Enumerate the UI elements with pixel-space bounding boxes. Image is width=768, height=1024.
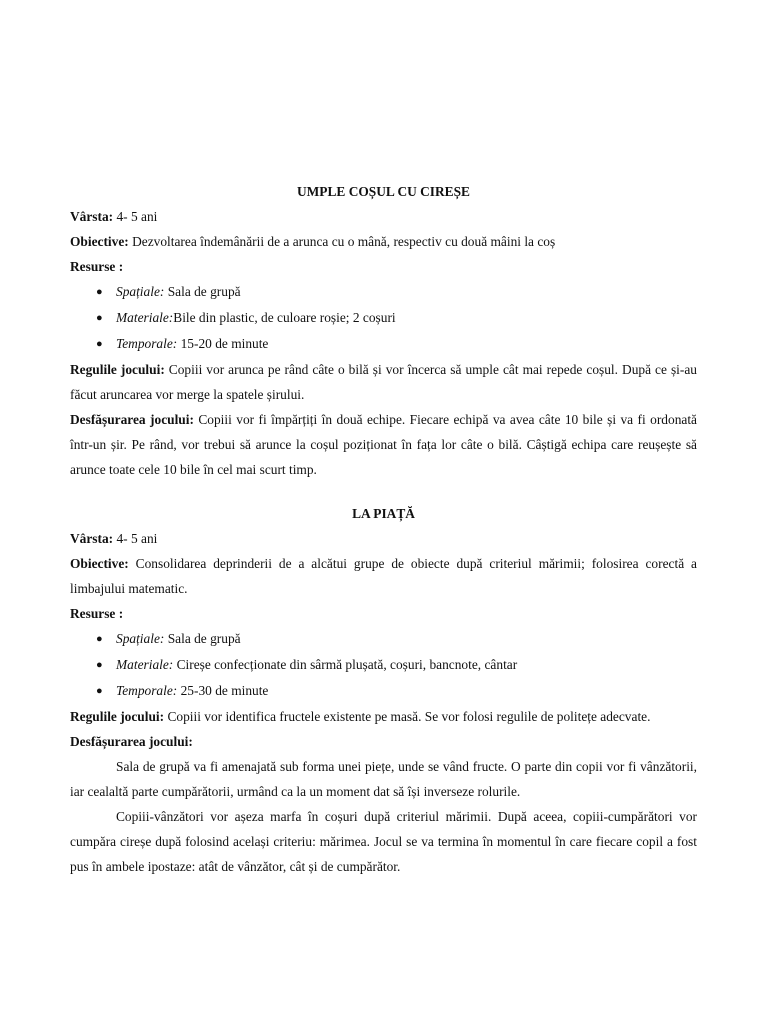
resource-value: Cireșe confecționate din sârmă plușată, coșuri, bancnote, cântar [173, 657, 518, 672]
bullet-icon: ● [96, 312, 103, 324]
resources-list [70, 279, 697, 357]
section-title: LA PIAȚĂ [352, 506, 415, 521]
age-label: Vârsta: [70, 531, 114, 546]
objectives-label: Obiective: [70, 234, 129, 249]
age-label: Vârsta: [70, 209, 114, 224]
age-line [70, 204, 697, 229]
objectives-value: Consolidarea deprinderii de a alcătui grupe de obiecte după criteriul mărimii; folosirea corectă a limbajului matematic. [70, 556, 697, 596]
objectives-line [70, 229, 697, 254]
rules-paragraph [70, 704, 697, 729]
section-spacer [70, 482, 697, 502]
rules-value: Copiii vor arunca pe rând câte o bilă și vor încerca să umple cât mai repede coșul. După ce și-au făcut aruncarea vor merge la spatele șirului. [70, 362, 697, 402]
resource-value: Sala de grupă [164, 284, 241, 299]
objectives-value: Dezvoltarea îndemânării de a arunca cu o mână, respectiv cu două mâini la coș [128, 234, 556, 249]
resource-item-temporal [70, 678, 697, 704]
objectives-paragraph [70, 551, 697, 601]
rules-paragraph [70, 357, 697, 407]
age-value: 4- 5 ani [113, 209, 158, 224]
resource-label: Spațiale: [116, 284, 165, 299]
age-value: 4- 5 ani [113, 531, 158, 546]
resource-value: Bile din plastic, de culoare roșie; 2 coșuri [173, 310, 396, 325]
progress-paragraph-2: Copiii-vânzători vor așeza marfa în coșuri după criteriul mărimii. După aceea, copiii-cumpărători vor cumpăra cireșe după folosind același criteriu: mărimea. Jocul se va termina în momentul în care fiecare copil a fost pus în ambele ipostaze: atât de vânzător, cât și de cumpărător. [70, 809, 697, 874]
bullet-icon: ● [96, 633, 103, 645]
game-section-2 [70, 502, 697, 879]
progress-value: Copiii vor fi împărțiți în două echipe. Fiecare echipă va avea câte 10 bile și va fi ordonată într-un șir. Pe rând, vor trebui să arunce la coșul poziționat în fața lor câte o bilă. Câștigă echipa care reușește să arunce toate cele 10 bile în cel mai scurt timp. [70, 412, 697, 477]
resource-value: Sala de grupă [164, 631, 241, 646]
resource-value: 15-20 de minute [177, 336, 269, 351]
game-section-1 [70, 180, 697, 482]
resource-label: Spațiale: [116, 631, 165, 646]
resource-item-spatial [70, 626, 697, 652]
resource-item-spatial [70, 279, 697, 305]
rules-value: Copiii vor identifica fructele existente pe masă. Se vor folosi regulile de politețe adecvate. [164, 709, 651, 724]
resources-label: Resurse : [70, 259, 124, 274]
section-title: UMPLE COȘUL CU CIREȘE [297, 184, 470, 199]
resource-item-temporal [70, 331, 697, 357]
resource-item-materials [70, 652, 697, 678]
resource-label: Temporale: [116, 336, 178, 351]
rules-label: Regulile jocului: [70, 362, 165, 377]
progress-paragraph-1: Sala de grupă va fi amenajată sub forma unei piețe, unde se vând fructe. O parte din copii vor fi vânzătorii, iar cealaltă parte cumpărătorii, urmând ca la un moment dat să își inverseze rolurile. [70, 759, 697, 799]
bullet-icon: ● [96, 286, 103, 298]
resource-item-materials [70, 305, 697, 331]
resource-label: Materiale: [116, 310, 174, 325]
objectives-label: Obiective: [70, 556, 129, 571]
progress-paragraph [70, 407, 697, 482]
resource-value: 25-30 de minute [177, 683, 269, 698]
document-page [70, 180, 697, 879]
bullet-icon: ● [96, 659, 103, 671]
bullet-icon: ● [96, 685, 103, 697]
resources-label: Resurse : [70, 606, 124, 621]
rules-label: Regulile jocului: [70, 709, 165, 724]
resource-label: Temporale: [116, 683, 178, 698]
bullet-icon: ● [96, 338, 103, 350]
resources-list [70, 626, 697, 704]
resource-label: Materiale: [116, 657, 174, 672]
progress-label: Desfășurarea jocului: [70, 412, 194, 427]
progress-label: Desfășurarea jocului: [70, 734, 193, 749]
age-line [70, 526, 697, 551]
